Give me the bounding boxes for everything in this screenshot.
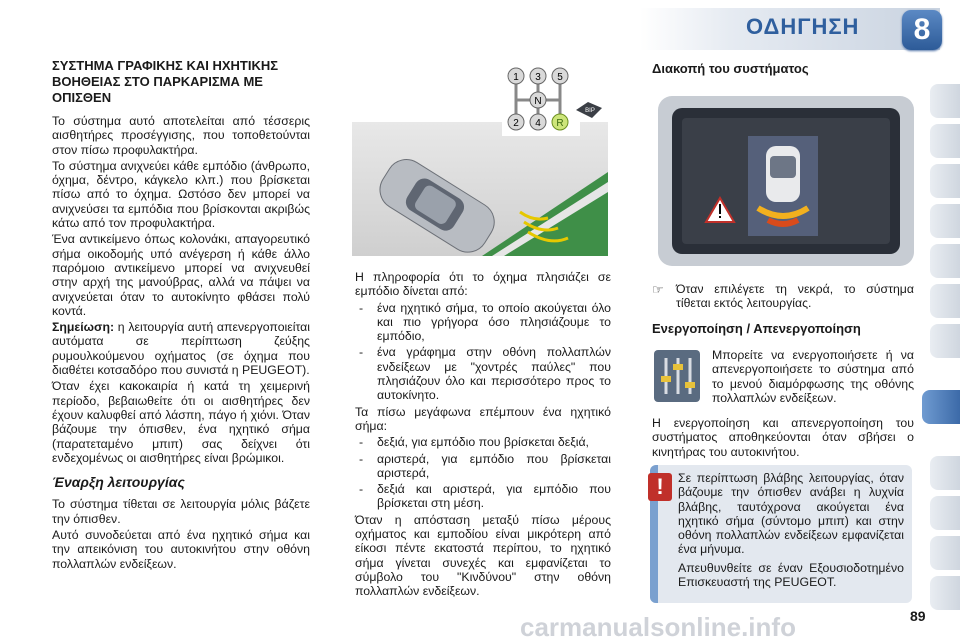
chapter-tab[interactable]	[930, 84, 960, 118]
note-paragraph	[52, 320, 310, 377]
activation-text	[712, 348, 914, 407]
chapter-tab[interactable]	[930, 536, 960, 570]
multifunction-display	[658, 96, 914, 266]
paragraph: Όταν επιλέγετε τη νεκρά, το σύστημα τίθεται εκτός λειτουργίας.	[676, 282, 914, 311]
chapter-tab[interactable]	[930, 576, 960, 610]
chapter-number-badge: 8	[902, 10, 942, 50]
section-heading: Διακοπή του συστήματος	[652, 61, 809, 76]
paragraph: Ένα αντικείμενο όπως κολονάκι, απαγορευτικό σήμα οικοδομής υπό ανέγερση ή κάθε άλλο παρόμοιο αντικείμενο μπορεί να ανιχνευθεί στην αρχή της μανούβρας, αλλά να πάψει να ανιχνεύεται όταν το αυτοκίνητο φθάσει πολύ κοντά.	[52, 232, 310, 318]
paragraph: Το σύστημα τίθεται σε λειτουργία μόλις βάζετε την όπισθεν.	[52, 497, 310, 526]
activation-text-2	[652, 416, 914, 461]
chapter-tab[interactable]	[930, 456, 960, 490]
list-item: - ένα ηχητικό σήμα, το οποίο ακούγεται όλο και πιο γρήγορα όσο πλησιάζουμε το εμπόδιο,	[355, 301, 611, 344]
gear-label-reverse: R	[556, 118, 564, 129]
list-item: - αριστερά, για εμπόδιο που βρίσκεται αριστερά,	[355, 452, 611, 481]
chapter-tab-active[interactable]	[922, 390, 960, 424]
note-text: η λειτουργία αυτή απενεργοποιείται αυτόματα σε περίπτωση ζεύξης ρυμουλκούμενου οχήματος (σε όχημα που διαθέτει κοτσαδόρο που συνιστά η PEUGEOT).	[52, 320, 310, 378]
paragraph: Το σύστημα ανιχνεύει κάθε εμπόδιο (άνθρωπο, όχημα, δέντρο, κάγκελο κλπ.) που βρίσκεται πίσω από το όχημα. Ωστόσο δεν μπορεί να ανιχνεύσει τα εμπόδια που βρίσκονται ακριβώς κάτω από τον προφυλακτήρα.	[52, 158, 310, 231]
parking-diagram	[352, 62, 608, 256]
paragraph: Η ενεργοποίηση και απενεργοποίηση του συστήματος αποθηκεύονται όταν σβήσει ο κινητήρας του αυτοκινήτου.	[652, 416, 914, 459]
gear-label: 3	[535, 72, 541, 83]
warning-icon: !	[648, 473, 672, 501]
right-column-top	[652, 62, 914, 84]
section-heading: ΣΥΣΤΗΜΑ ΓΡΑΦΙΚΗΣ ΚΑΙ ΗΧΗΤΙΚΗΣ ΒΟΗΘΕΙΑΣ ΣΤΟ ΠΑΡΚΑΡΙΣΜΑ ΜΕ ΟΠΙΣΘΕΝ	[52, 58, 279, 105]
middle-column	[355, 270, 611, 601]
gear-label: 2	[513, 118, 519, 129]
page-number: 89	[910, 608, 926, 624]
paragraph: Τα πίσω μεγάφωνα επέμπουν ένα ηχητικό σήμα:	[355, 404, 611, 433]
gear-label: N	[534, 96, 542, 107]
paragraph: Το σύστημα αυτό αποτελείται από τέσσερις αισθητήρες προσέγγισης, που τοποθετούνται στον πίσω προφυλακτήρα.	[52, 114, 310, 157]
paragraph: Σε περίπτωση βλάβης λειτουργίας, όταν βάζουμε την όπισθεν ανάβει η λυχνία βλάβης, ταυτόχρονα ακούγεται ένα ηχητικό σήμα (σύντομο μπιπ) και στην οθόνη πολλαπλών ενδείξεων εμφανίζεται ένα μήνυμα.	[678, 471, 904, 557]
chapter-tab[interactable]	[930, 284, 960, 318]
chapter-tab[interactable]	[930, 324, 960, 358]
list-item: - ένα γράφημα στην οθόνη πολλαπλών ενδείξεων με "χοντρές παύλες" που πλησιάζουν όλο και περισσότερο προς το αυτοκίνητο.	[355, 345, 611, 402]
gear-label: 1	[513, 72, 519, 83]
paragraph: Αυτό συνοδεύεται από ένα ηχητικό σήμα και την απεικόνιση του αυτοκινήτου στην οθόνη πολλαπλών ενδείξεων.	[52, 528, 310, 571]
list-item: - δεξιά, για εμπόδιο που βρίσκεται δεξιά,	[355, 435, 611, 449]
svg-text:BIP: BIP	[585, 108, 595, 114]
chapter-tab[interactable]	[930, 496, 960, 530]
subsection-heading: Έναρξη λειτουργίας	[52, 474, 185, 491]
parking-illustration	[352, 62, 608, 256]
paragraph: Η πληροφορία ότι το όχημα πλησιάζει σε εμπόδιο δίνεται από:	[355, 270, 611, 299]
warning-box	[650, 465, 912, 603]
paragraph: Μπορείτε να ενεργοποιήσετε ή να απενεργοποιήσετε το σύστημα από το μενού διαμόρφωσης της οθόνης πολλαπλών ενδείξεων.	[712, 348, 914, 405]
section-heading: Ενεργοποίηση / Απενεργοποίηση	[652, 321, 861, 336]
warning-text	[678, 471, 904, 593]
activation-section	[652, 322, 914, 344]
chapter-tab[interactable]	[930, 244, 960, 278]
note-label: Σημείωση:	[52, 320, 115, 335]
settings-menu-icon	[654, 350, 700, 402]
paragraph: Απευθυνθείτε σε έναν Εξουσιοδοτημένο Επισκευαστή της PEUGEOT.	[678, 560, 904, 590]
page-header	[0, 0, 960, 56]
gear-label: 5	[557, 72, 563, 83]
chapter-tab[interactable]	[930, 204, 960, 238]
chapter-tab[interactable]	[930, 164, 960, 198]
indicator-list	[355, 301, 611, 403]
pointing-hand-icon: ☞	[652, 282, 664, 297]
stop-text-block	[676, 282, 914, 313]
speaker-list	[355, 435, 611, 510]
display-illustration	[658, 96, 914, 266]
left-column	[52, 58, 310, 573]
chapter-tabs	[926, 56, 960, 616]
gear-label: 4	[535, 118, 541, 129]
paragraph: Όταν η απόσταση μεταξύ πίσω μέρους οχήματος και εμποδίου είναι μικρότερη από είκοσι πέντε εκατοστά περίπου, το ηχητικό σήμα γίνεται συνεχές και εμφανίζεται το σύμβολο του "Κινδύνου" στην οθόνη πολλαπλών ενδείξεων.	[355, 512, 611, 599]
list-item: - δεξιά και αριστερά, για εμπόδιο που βρίσκεται στη μέση.	[355, 482, 611, 511]
paragraph: Όταν έχει κακοκαιρία ή κατά τη χειμερινή περίοδο, βεβαιωθείτε ότι οι αισθητήρες δεν έχουν καλυφθεί από λάσπη, πάγο ή χιόνι. Όταν βάζουμε την όπισθεν, ένα ηχητικό σήμα (παρατεταμένο μπιπ) σας δείχνει ότι ενδεχομένως οι αισθητήρες είναι βρώμικοι.	[52, 379, 310, 465]
chapter-tab[interactable]	[930, 124, 960, 158]
chapter-title: ΟΔΗΓΗΣΗ	[746, 14, 860, 39]
watermark: carmanualsonline.info	[520, 612, 796, 642]
